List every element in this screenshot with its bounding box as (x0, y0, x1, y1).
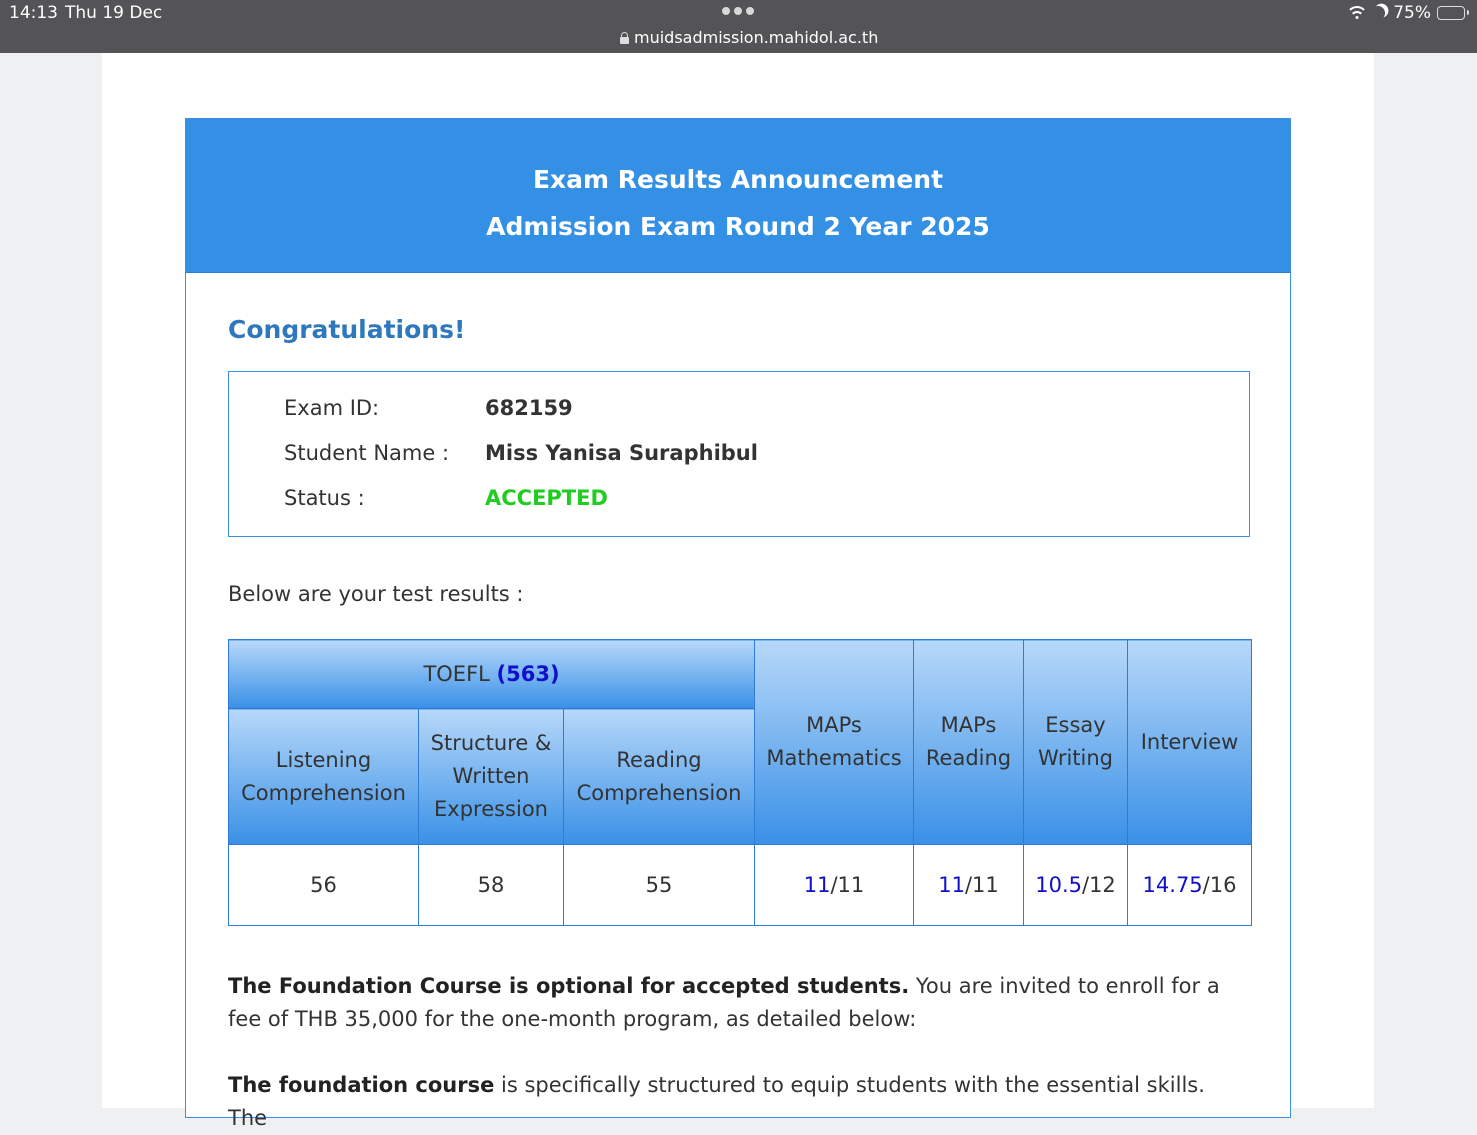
foundation-note-bold: The Foundation Course is optional for accepted students. (228, 974, 910, 998)
structure-header-label: Structure & Written Expression (430, 731, 552, 821)
exam-id-row (284, 396, 573, 420)
results-card (185, 118, 1291, 1130)
interview-header-label: Interview (1140, 729, 1239, 754)
essay-header-label: Essay Writing (1038, 713, 1114, 770)
listening-score: 56 (229, 845, 419, 926)
more-options-icon[interactable] (722, 7, 754, 15)
page-content (102, 53, 1374, 1130)
reading-header-label: Reading Comprehension (576, 747, 742, 805)
battery-icon (1437, 6, 1465, 20)
reading-header (564, 709, 755, 845)
student-name-row (284, 441, 758, 465)
toefl-header (229, 640, 755, 709)
do-not-disturb-icon (1369, 4, 1387, 22)
exam-id-value: 682159 (485, 396, 573, 420)
status-label: Status : (284, 486, 365, 510)
announcement-header (186, 119, 1290, 273)
maps-reading-header-label: MAPs Reading (925, 713, 1012, 770)
page-subtitle: Admission Exam Round 2 Year 2025 (486, 212, 990, 241)
essay-value: 10.5 (1035, 872, 1082, 897)
maps-reading-max: /11 (964, 872, 999, 897)
maps-reading-value: 11 (938, 872, 965, 897)
url-text: muidsadmission.mahidol.ac.th (634, 28, 879, 47)
interview-max: /16 (1202, 872, 1237, 897)
foundation-description-text: is specifically structured to equip students with the essential skills. The (228, 1073, 1205, 1130)
structure-header (419, 709, 564, 845)
toefl-label: TOEFL (423, 661, 490, 686)
status-row (284, 486, 608, 510)
listening-header (229, 709, 419, 845)
date: Thu 19 Dec (65, 3, 163, 23)
essay-max: /12 (1082, 872, 1116, 897)
congratulations-heading: Congratulations! (228, 315, 466, 344)
clock: 14:13 (9, 3, 58, 23)
foundation-description-bold: The foundation course (228, 1073, 495, 1097)
lock-icon (620, 32, 629, 44)
maps-reading-score (914, 845, 1024, 926)
maps-math-max: /11 (830, 872, 865, 897)
status-bar (0, 0, 1477, 53)
interview-header (1128, 640, 1252, 845)
exam-id-label: Exam ID: (284, 396, 380, 420)
foundation-description (228, 1069, 1238, 1135)
foundation-note-text: You are invited to enroll for a fee of THB 35,000 for the one-month program, as detailed below: (228, 974, 1220, 1031)
toefl-total-score: (563) (496, 661, 560, 686)
wifi-icon (1347, 5, 1367, 21)
interview-value: 14.75 (1142, 872, 1203, 897)
test-results-table (228, 639, 1252, 926)
results-intro: Below are your test results : (228, 582, 524, 606)
structure-score: 58 (419, 845, 564, 926)
maps-reading-header (914, 640, 1024, 845)
page-title: Exam Results Announcement (532, 165, 944, 194)
student-name-value: Miss Yanisa Suraphibul (485, 441, 758, 465)
reading-score: 55 (564, 845, 755, 926)
student-name-label: Student Name : (284, 441, 450, 465)
system-indicators (1347, 3, 1465, 23)
maps-math-header (755, 640, 914, 845)
address-bar[interactable] (620, 28, 878, 47)
student-info-box (228, 371, 1250, 537)
maps-math-score (755, 845, 914, 926)
maps-math-header-label: MAPs Mathematics (766, 713, 902, 770)
battery-percent: 75% (1393, 3, 1431, 23)
status-badge: ACCEPTED (485, 486, 608, 510)
essay-header (1024, 640, 1128, 845)
maps-math-value: 11 (803, 872, 831, 897)
interview-score (1128, 845, 1252, 926)
essay-score (1024, 845, 1128, 926)
listening-header-label: Listening Comprehension (241, 747, 406, 805)
foundation-note (228, 970, 1238, 1036)
